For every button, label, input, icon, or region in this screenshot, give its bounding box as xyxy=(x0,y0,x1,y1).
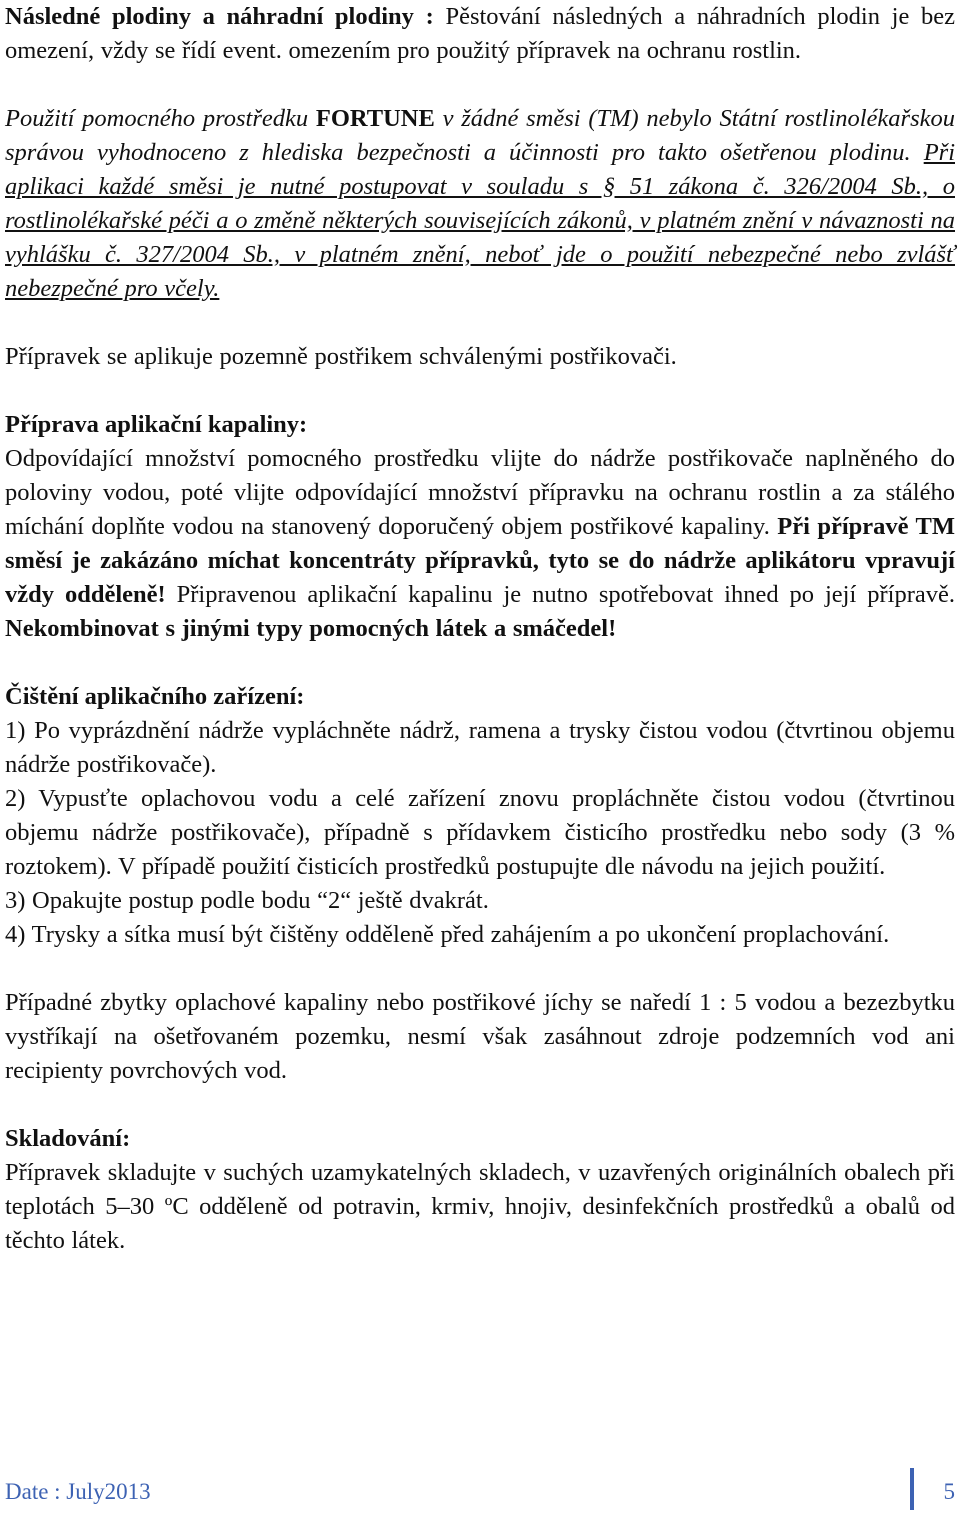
product-name: FORTUNE xyxy=(315,105,435,132)
paragraph-following-crops xyxy=(5,0,955,68)
tank-mix-legal-note: Při aplikaci každé směsi je nutné postupovat v souladu s § 51 zákona č. 326/2004 Sb., o rostlinolékařské péči a o změně některých souvisejících zákonů, v platném znění v návaznosti na vyhlášku č. 327/2004 Sb., v platném znění, neboť jde o použití nebezpečné nebo zvlášť nebezpečné pro včely. xyxy=(5,139,955,302)
footer-date: Date : July2013 xyxy=(5,1479,151,1504)
document-page xyxy=(5,0,955,1258)
following-crops-text: Pěstování následných a náhradních plodin je bez omezení, vždy se řídí event. omezením pro použitý přípravek na ochranu rostlin. xyxy=(5,3,956,64)
paragraph-application-method: Přípravek se aplikuje pozemně postřikem schválenými postřikovači. xyxy=(5,343,677,370)
tank-mix-intro: Použití pomocného prostředku xyxy=(5,105,316,132)
preparation-text-2: Připravenou aplikační kapalinu je nutno spotřebovat ihned po její přípravě. xyxy=(165,581,956,608)
paragraph-tank-mix-warning xyxy=(5,102,955,306)
page-footer xyxy=(5,1474,955,1508)
paragraph-preparation xyxy=(5,442,955,646)
cleaning-step-2: 2) Vypusťte oplachovou vodu a celé zařízení znovu propláchněte čistou vodou (čtvrtinou objemu nádrže postřikovače), případně s přídavkem čisticího prostředku nebo sody (3 % roztokem). V případě použití čisticích prostředků postupujte dle návodu na jejich použití. xyxy=(5,785,955,880)
following-crops-label: Následné plodiny a náhradní plodiny : xyxy=(5,3,434,30)
paragraph-residue: Případné zbytky oplachové kapaliny nebo postřikové jíchy se naředí 1 : 5 vodou a bezezbytku vystříkají na ošetřovaném pozemku, nesmí však zasáhnout zdroje podzemních vod ani recipienty povrchových vod. xyxy=(5,989,955,1084)
heading-preparation: Příprava aplikační kapaliny: xyxy=(5,411,308,438)
heading-cleaning: Čištění aplikačního zařízení: xyxy=(5,683,305,710)
paragraph-storage: Přípravek skladujte v suchých uzamykatelných skladech, v uzavřených originálních obalech při teplotách 5–30 ºC odděleně od potravin, krmiv, hnojiv, desinfekčních prostředků a obalů od těchto látek. xyxy=(5,1159,955,1254)
preparation-warning-1: Při přípravě TM směsí je zakázáno míchat koncentráty přípravků, tyto se do nádrže aplikátoru vpravují vždy odděleně! xyxy=(5,513,955,608)
footer-divider xyxy=(910,1468,914,1510)
preparation-text-1: Odpovídající množství pomocného prostředku vlijte do nádrže postřikovače naplněného do poloviny vodou, poté vlijte odpovídající množství přípravku na ochranu rostlin a za stálého míchání doplňte vodou na stanovený doporučený objem postřikové kapaliny. xyxy=(5,445,955,540)
page-number: 5 xyxy=(943,1479,955,1504)
heading-storage: Skladování: xyxy=(5,1125,131,1152)
cleaning-step-4: 4) Trysky a sítka musí být čištěny odděleně před zahájením a po ukončení proplachování. xyxy=(5,921,890,948)
cleaning-step-3: 3) Opakujte postup podle bodu “2“ ještě dvakrát. xyxy=(5,887,489,914)
cleaning-step-1: 1) Po vyprázdnění nádrže vypláchněte nádrž, ramena a trysky čistou vodou (čtvrtinou objemu nádrže postřikovače). xyxy=(5,717,955,778)
preparation-warning-2: Nekombinovat s jinými typy pomocných látek a smáčedel! xyxy=(5,615,617,642)
tank-mix-middle: v žádné směsi (TM) nebylo Státní rostlinolékařskou správou vyhodnoceno z hlediska bezpečnosti a účinnosti pro takto ošetřenou plodinu. xyxy=(5,105,955,166)
